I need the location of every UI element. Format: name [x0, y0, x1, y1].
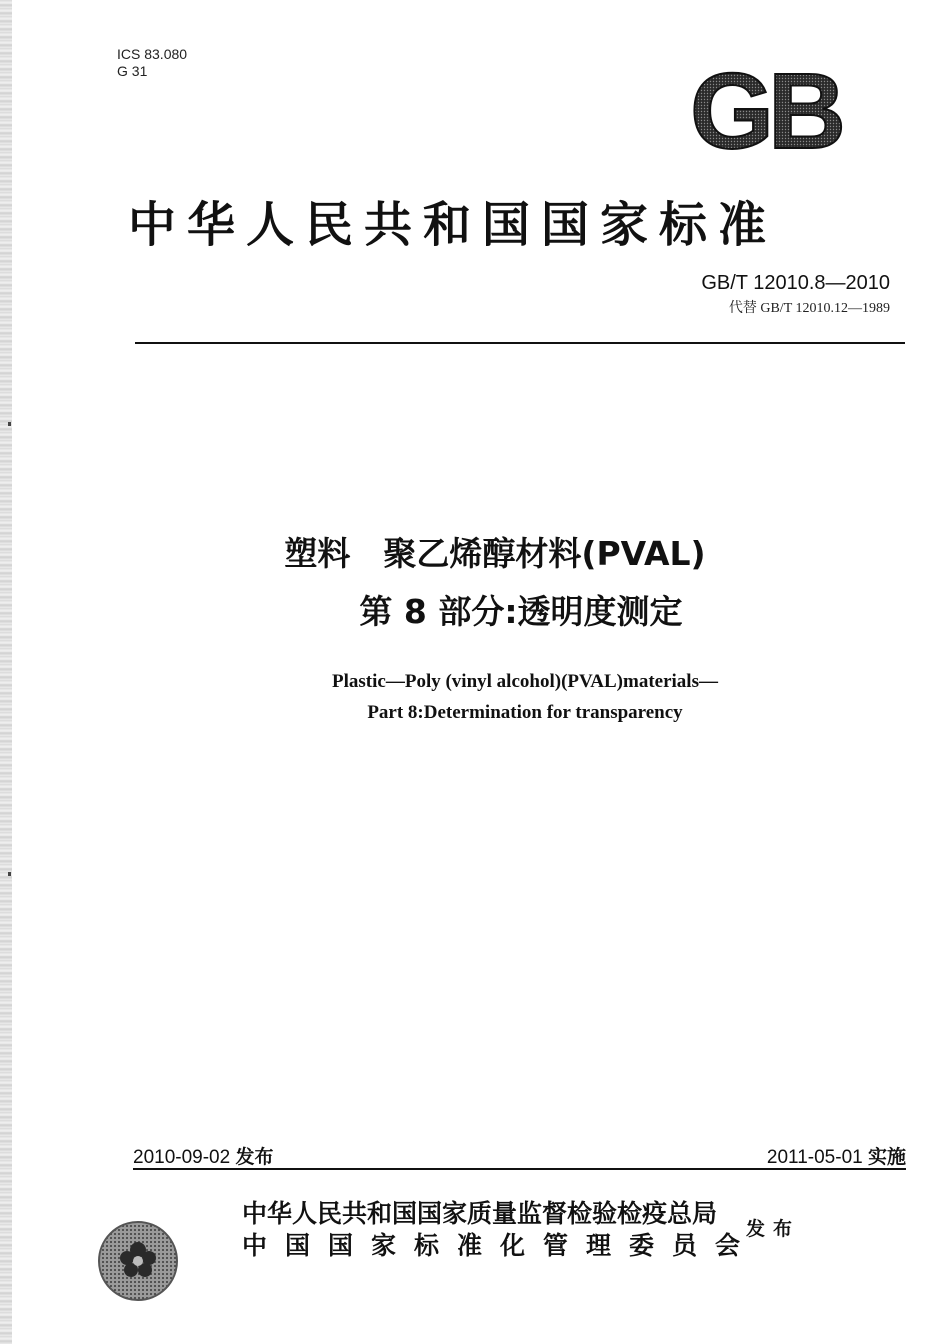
scan-mark: [8, 872, 11, 876]
issuer-sac: 中国国家标准化管理委员会: [242, 1231, 759, 1260]
header-rule: [135, 342, 905, 344]
dates-row: [133, 1142, 906, 1168]
ics-code: ICS 83.080: [117, 46, 188, 62]
implement-date-group: [767, 1142, 906, 1169]
implement-label: 实施: [867, 1146, 906, 1168]
en-title: [0, 666, 950, 728]
zh-title-line1: 塑料 聚乙烯醇材料(PVAL): [284, 534, 706, 573]
footer-rule: [133, 1168, 906, 1170]
issue-label: 发布: [235, 1146, 274, 1168]
classification-codes: [117, 46, 187, 80]
issuer-aqsiq: 中华人民共和国国家质量监督检验检疫总局: [242, 1199, 718, 1228]
ccs-code: G 31: [117, 63, 148, 79]
publish-label: 发布: [746, 1218, 801, 1240]
issuing-organizations: [242, 1198, 758, 1262]
en-title-line1: Plastic—Poly (vinyl alcohol)(PVAL)materials—: [332, 671, 718, 692]
replaces-standard: 代替 GB/T 12010.12—1989: [728, 301, 890, 316]
gb-logo: [670, 62, 860, 154]
national-standard-title: 中华人民共和国国家标准: [128, 197, 778, 253]
implement-date: 2011-05-01: [766, 1147, 863, 1168]
scan-mark: [8, 422, 11, 426]
national-emblem-seal: [97, 1220, 179, 1302]
gb-logo-text: GB: [690, 62, 840, 154]
issue-date: 2010-09-02: [133, 1147, 231, 1168]
issue-date-group: [133, 1142, 274, 1169]
standard-number-block: [630, 272, 890, 317]
en-title-line2: Part 8:Determination for transparency: [367, 702, 683, 723]
standard-number: GB/T 12010.8—2010: [701, 272, 890, 294]
zh-title-line2: 第 8 部分:透明度测定: [359, 592, 683, 631]
